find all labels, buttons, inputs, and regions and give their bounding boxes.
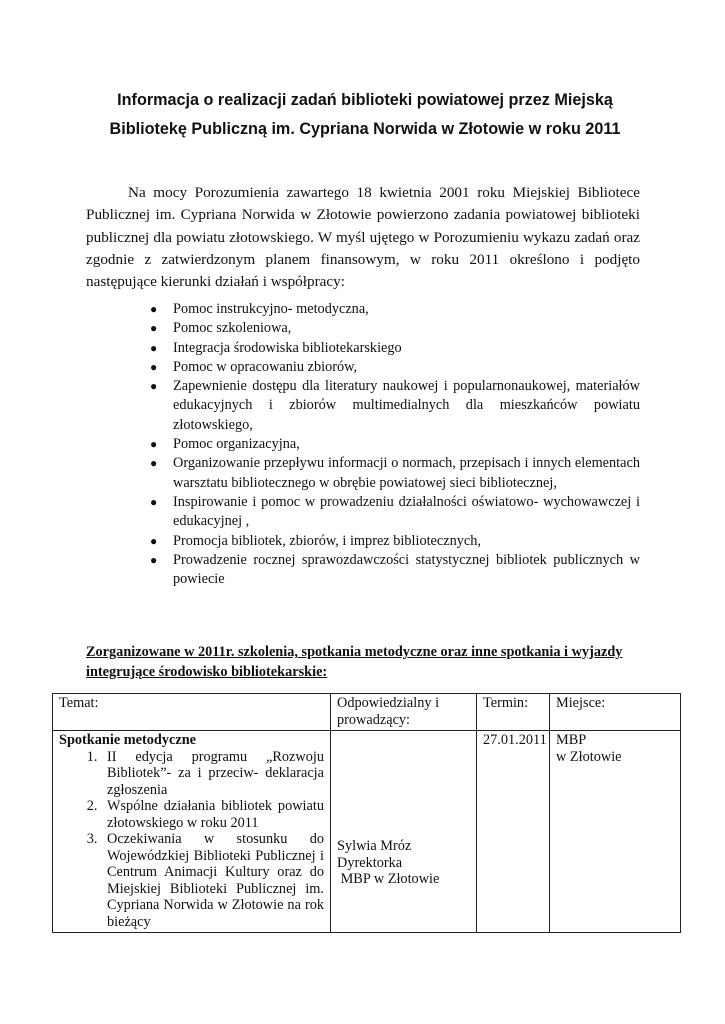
bullet-icon: ● xyxy=(150,494,158,509)
agenda-item: 3. Oczekiwania w stosunku do Wojewódzkiej Biblioteki Publicznej i Centrum Animacji Kultury oraz do Miejskiej Biblioteki Publicznej im. Cypriana Norwida w Złotowie na rok bieżący xyxy=(101,831,324,930)
list-item xyxy=(150,493,640,532)
bullet-icon: ● xyxy=(150,340,158,355)
task-text: Pomoc instrukcyjno- metodyczna, xyxy=(173,301,369,317)
meeting-title: Spotkanie metodyczne xyxy=(59,732,197,748)
bullet-icon: ● xyxy=(150,302,158,316)
list-item xyxy=(150,339,640,358)
title-line-2: Bibliotekę Publiczną im. Cypriana Norwida w Złotowie w roku 2011 xyxy=(109,120,621,138)
task-text: Promocja bibliotek, zbiorów, i imprez bibliotecznych, xyxy=(173,532,481,549)
task-text: Integracja środowiska bibliotekarskiego xyxy=(173,339,402,356)
responsible-role: Dyrektorka xyxy=(337,854,403,871)
section-heading: Zorganizowane w 2011r. szkolenia, spotkania metodyczne oraz inne spotkania i wyjazdy integrujące środowisko bibliotekarskie: xyxy=(86,644,623,680)
list-item xyxy=(150,551,640,590)
bullet-icon: ● xyxy=(150,379,158,394)
header-topic: Temat: xyxy=(53,694,331,731)
events-table xyxy=(52,693,681,933)
intro-paragraph: Na mocy Porozumienia zawartego 18 kwietnia 2001 roku Miejskiej Bibliotece Publicznej im. Cypriana Norwida w Złotowie powierzono zadania powiatowej biblioteki publicznej dla powiatu złotowskiego. W myśl ujętego w Porozumieniu wykazu zadań oraz zgodnie z zatwierdzonym planem finansowym, w roku 2011 określono i podjęto następujące kierunki działań i współpracy: xyxy=(86,184,640,291)
place-cell xyxy=(550,731,681,933)
place-line-1: MBP xyxy=(556,732,587,748)
header-date: Termin: xyxy=(477,694,550,731)
responsible-org: MBP w Złotowie xyxy=(337,871,440,887)
task-text: Pomoc w opracowaniu zbiorów, xyxy=(173,358,358,375)
table-row xyxy=(53,731,681,933)
list-item xyxy=(150,532,640,551)
list-item xyxy=(150,435,640,454)
list-item xyxy=(150,300,640,319)
topic-cell xyxy=(53,731,331,933)
agenda-item: 2. Wspólne działania bibliotek powiatu złotowskiego w roku 2011 xyxy=(101,798,324,831)
bullet-icon: ● xyxy=(150,437,158,452)
date-cell: 27.01.2011 xyxy=(477,731,550,933)
bullet-icon: ● xyxy=(150,456,158,471)
agenda-list xyxy=(59,749,324,931)
header-place: Miejsce: xyxy=(550,694,681,731)
table-header-row xyxy=(53,694,681,731)
task-text: Pomoc szkoleniowa, xyxy=(173,320,292,337)
list-item xyxy=(150,454,640,493)
agenda-item: 1. II edycja programu „Rozwoju Bibliotek”- za i przeciw- deklaracja zgłoszenia xyxy=(101,749,324,799)
bullet-icon: ● xyxy=(150,321,158,336)
task-text: Prowadzenie rocznej sprawozdawczości statystycznej bibliotek publicznych w powiecie xyxy=(173,551,640,588)
document-title xyxy=(60,86,670,144)
list-item xyxy=(150,377,640,435)
header-responsible: Odpowiedzialny i prowadzący: xyxy=(331,694,477,731)
task-text: Zapewnienie dostępu dla literatury naukowej i popularnonaukowej, materiałów edukacyjnych i zbiorów multimedialnych dla mieszkańców powiatu złotowskiego, xyxy=(173,378,640,433)
responsible-cell xyxy=(331,731,477,933)
task-list xyxy=(150,300,640,589)
bullet-icon: ● xyxy=(150,359,158,374)
place-line-2: w Złotowie xyxy=(556,748,622,765)
responsible-name: Sylwia Mróz xyxy=(337,838,412,854)
bullet-icon: ● xyxy=(150,552,158,567)
list-item xyxy=(150,358,640,377)
list-item xyxy=(150,319,640,338)
task-text: Organizowanie przepływu informacji o normach, przepisach i innych elementach warsztatu bibliotecznego w obrębie powiatowej sieci bibliotecznej, xyxy=(173,455,640,491)
task-text: Inspirowanie i pomoc w prowadzeniu działalności oświatowo- wychowawczej i edukacyjnej , xyxy=(173,493,640,530)
bullet-icon: ● xyxy=(150,533,158,548)
title-line-1: Informacja o realizacji zadań biblioteki powiatowej przez Miejską xyxy=(117,91,613,109)
task-text: Pomoc organizacyjna, xyxy=(173,436,300,453)
